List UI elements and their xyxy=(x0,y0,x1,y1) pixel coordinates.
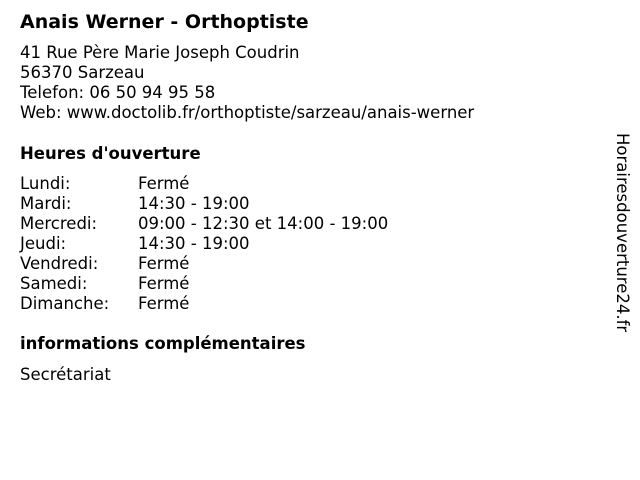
hours-heading: Heures d'ouverture xyxy=(20,144,201,163)
hours-list xyxy=(20,174,388,314)
hours-row-mardi xyxy=(20,194,388,214)
hours-time: 14:30 - 19:00 xyxy=(138,194,250,213)
hours-time: Fermé xyxy=(138,174,190,193)
address-block xyxy=(20,43,474,123)
phone-number: Telefon: 06 50 94 95 58 xyxy=(20,83,216,102)
page-title: Anais Werner - Orthoptiste xyxy=(20,11,309,33)
info-heading: informations complémentaires xyxy=(20,334,306,353)
hours-row-jeudi xyxy=(20,234,388,254)
hours-day: Vendredi: xyxy=(20,254,99,273)
street-address: 41 Rue Père Marie Joseph Coudrin xyxy=(20,43,300,62)
info-text: Secrétariat xyxy=(20,365,111,384)
hours-row-lundi xyxy=(20,174,388,194)
hours-time: Fermé xyxy=(138,254,190,273)
hours-day: Mardi: xyxy=(20,194,72,213)
city-address: 56370 Sarzeau xyxy=(20,63,145,82)
watermark-text: Horairesdouverture24.fr xyxy=(613,133,632,333)
hours-row-vendredi xyxy=(20,254,388,274)
hours-time: Fermé xyxy=(138,274,190,293)
hours-row-dimanche xyxy=(20,294,388,314)
hours-row-samedi xyxy=(20,274,388,294)
hours-time: Fermé xyxy=(138,294,190,313)
hours-day: Samedi: xyxy=(20,274,88,293)
website: Web: www.doctolib.fr/orthoptiste/sarzeau/anais-werner xyxy=(20,103,475,122)
hours-time: 09:00 - 12:30 et 14:00 - 19:00 xyxy=(138,214,389,233)
hours-day: Jeudi: xyxy=(20,234,67,253)
hours-day: Dimanche: xyxy=(20,294,110,313)
hours-row-mercredi xyxy=(20,214,388,234)
hours-day: Mercredi: xyxy=(20,214,98,233)
watermark xyxy=(612,133,632,343)
hours-time: 14:30 - 19:00 xyxy=(138,234,250,253)
hours-day: Lundi: xyxy=(20,174,71,193)
